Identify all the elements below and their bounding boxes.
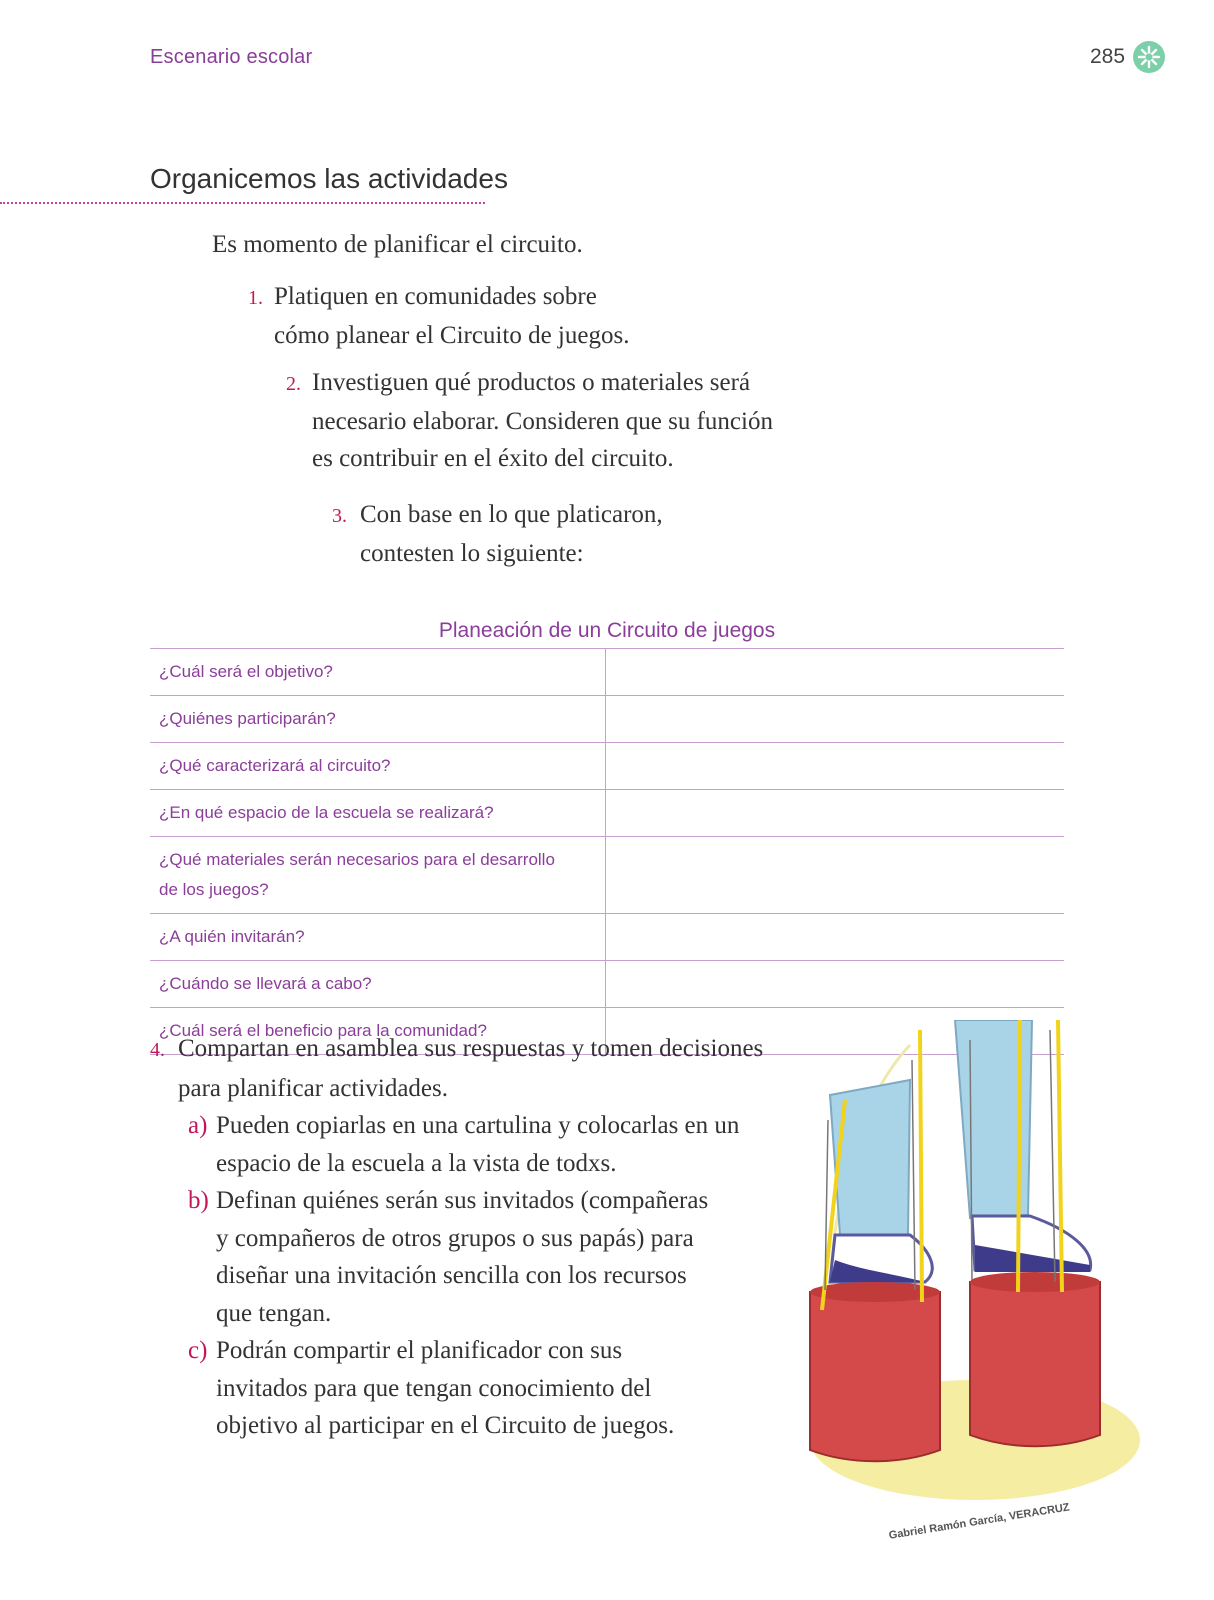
question-line: de los juegos? (159, 880, 269, 899)
step-text: necesario elaborar. Consideren que su función (312, 408, 773, 435)
item-text: espacio de la escuela a la vista de todxs. (216, 1149, 617, 1177)
answer-cell[interactable] (606, 837, 1065, 914)
item-text: que tengan. (216, 1299, 332, 1327)
planning-table (150, 648, 1064, 1055)
step-3 (332, 496, 663, 572)
answer-cell[interactable] (606, 743, 1065, 790)
table-row (150, 837, 1064, 914)
table-row (150, 914, 1064, 961)
section-title: Organicemos las actividades (150, 163, 508, 194)
item-label: c) (188, 1337, 208, 1364)
question-cell: ¿Quiénes participarán? (150, 696, 606, 743)
answer-cell[interactable] (606, 914, 1065, 961)
running-head: Escenario escolar (150, 46, 313, 68)
question-cell: ¿Cuándo se llevará a cabo? (150, 961, 606, 1008)
answer-cell[interactable] (606, 790, 1065, 837)
table-row (150, 743, 1064, 790)
step-text: cómo planear el Circuito de juegos. (274, 322, 630, 349)
step-text: Compartan en asamblea sus respuestas y tomen decisiones (178, 1035, 764, 1062)
question-cell: ¿Cuál será el objetivo? (150, 649, 606, 696)
step-text: para planificar actividades. (178, 1074, 448, 1102)
illustration-credit: Gabriel Ramón García, VERACRUZ (888, 1501, 1071, 1542)
question-line: ¿Qué materiales serán necesarios para el desarrollo (159, 850, 555, 869)
step-number: 4. (150, 1039, 165, 1061)
page-number: 285 (1090, 45, 1126, 68)
item-text: diseñar una invitación sencilla con los recursos (216, 1262, 687, 1289)
answer-cell[interactable] (606, 696, 1065, 743)
item-text: y compañeros de otros grupos o sus papás) para (216, 1224, 694, 1252)
stilts-illustration (800, 1020, 1140, 1520)
table-row (150, 790, 1064, 837)
item-label: b) (188, 1187, 209, 1214)
item-label: a) (188, 1112, 208, 1139)
step-text: es contribuir en el éxito del circuito. (312, 445, 674, 472)
step-text: Investiguen qué productos o materiales será (312, 369, 751, 396)
item-text: Definan quiénes serán sus invitados (compañeras (216, 1187, 709, 1214)
flower-icon (1132, 40, 1166, 74)
step-text: Platiquen en comunidades sobre (274, 283, 597, 310)
step-text: Con base en lo que platicaron, (360, 501, 663, 528)
item-text: Podrán compartir el planificador con sus (216, 1337, 623, 1364)
step-1 (248, 278, 629, 354)
step-number: 1. (248, 287, 263, 309)
table-row (150, 961, 1064, 1008)
step-text: contesten lo siguiente: (360, 540, 584, 567)
step-number: 3. (332, 505, 347, 527)
item-text: Pueden copiarlas en una cartulina y colocarlas en un (216, 1112, 740, 1139)
title-underline (0, 202, 485, 204)
question-cell: ¿A quién invitarán? (150, 914, 606, 961)
question-cell: ¿Cuál será el beneficio para la comunidad? (150, 1008, 606, 1055)
question-cell (150, 837, 606, 914)
intro-text: Es momento de planificar el circuito. (212, 231, 583, 258)
item-text: objetivo al participar en el Circuito de juegos. (216, 1412, 675, 1439)
answer-cell[interactable] (606, 649, 1065, 696)
question-cell: ¿En qué espacio de la escuela se realizará? (150, 790, 606, 837)
step-2 (286, 364, 773, 477)
step-number: 2. (286, 373, 301, 395)
table-row (150, 649, 1064, 696)
question-cell: ¿Qué caracterizará al circuito? (150, 743, 606, 790)
step-4 (150, 1030, 830, 1445)
answer-cell[interactable] (606, 961, 1065, 1008)
table-row (150, 696, 1064, 743)
table-title: Planeación de un Circuito de juegos (438, 619, 776, 642)
item-text: invitados para que tengan conocimiento del (216, 1374, 652, 1402)
